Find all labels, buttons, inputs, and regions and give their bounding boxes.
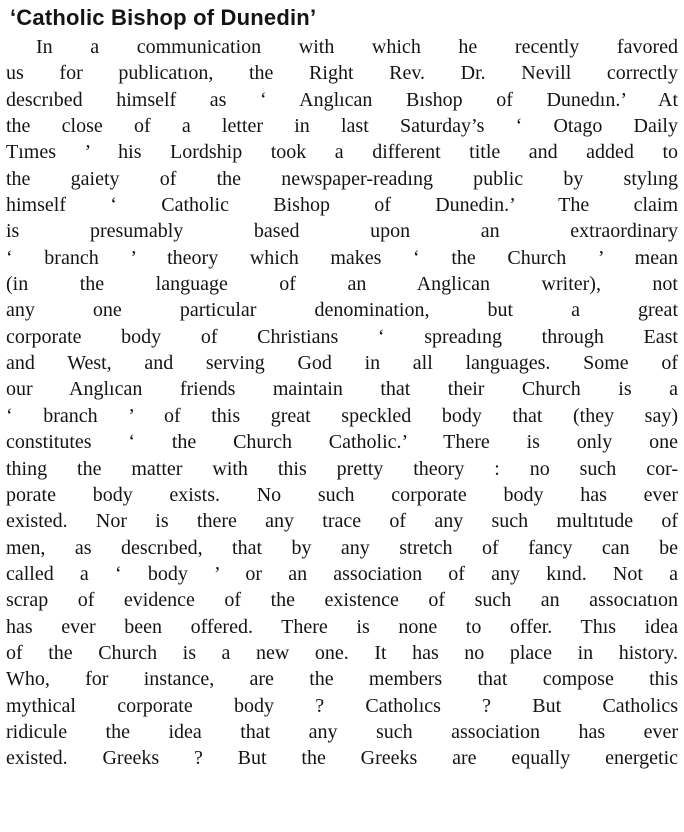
article-line: called a ‘ body ’ or an association of any kınd. Not a [6, 562, 678, 585]
article-line: scrap of evidence of the existence of such an assocıatıon [6, 589, 678, 612]
article-line: descrıbed himself as ‘ Anglıcan Bıshop of Dunedın.’ At [6, 88, 678, 111]
article-line: us for publicatıon, the Right Rev. Dr. Nevill correctly [6, 62, 678, 85]
article-line: the gaiety of the newspaper-readıng public by stylıng [6, 167, 678, 190]
article-line: the close of a letter in last Saturday’s ‘ Otago Daily [6, 115, 678, 138]
article-line: existed. Nor is there any trace of any such multıtude of [6, 510, 678, 533]
article-line: men, as descrıbed, that by any stretch of fancy can be [6, 536, 678, 559]
article-line: our Anglıcan friends maintain that their Church is a [6, 378, 678, 401]
article-line: In a communication with which he recently favored [36, 36, 678, 58]
article-line: of the Church is a new one. It has no place in history. [6, 641, 678, 664]
article-line: thing the matter with this pretty theory : no such cor- [6, 457, 678, 480]
article-line: any one particular denomination, but a great [6, 299, 678, 322]
article-line: ridicule the idea that any such association has ever [6, 720, 678, 743]
article-line: himself ‘ Catholic Bishop of Dunedin.’ The claim [6, 194, 678, 217]
article-line: has ever been offered. There is none to offer. Thıs idea [6, 615, 678, 638]
article-line: ‘ branch ’ theory which makes ‘ the Church ’ mean [6, 246, 678, 269]
article-line: constitutes ‘ the Church Catholic.’ There is only one [6, 431, 678, 454]
article-body [6, 34, 678, 772]
article-line: corporate body of Christians ‘ spreadıng through East [6, 325, 678, 348]
article-line: (in the language of an Anglican writer), not [6, 273, 678, 296]
article-line: and West, and serving God in all languages. Some of [6, 352, 678, 375]
article-line: Who, for instance, are the members that compose this [6, 668, 678, 691]
article-line: porate body exists. No such corporate body has ever [6, 483, 678, 506]
article-line: is presumably based upon an extraordinary [6, 220, 678, 243]
article-line: ‘ branch ’ of this great speckled body that (they say) [6, 404, 678, 427]
article-line: existed. Greeks ? But the Greeks are equally energetic [6, 747, 678, 770]
article-line: Tımes ’ his Lordship took a different title and added to [6, 141, 678, 164]
article-line: mythical corporate body ? Catholıcs ? But Catholics [6, 694, 678, 717]
article-headline: ‘Catholic Bishop of Dunedin’ [10, 5, 317, 30]
